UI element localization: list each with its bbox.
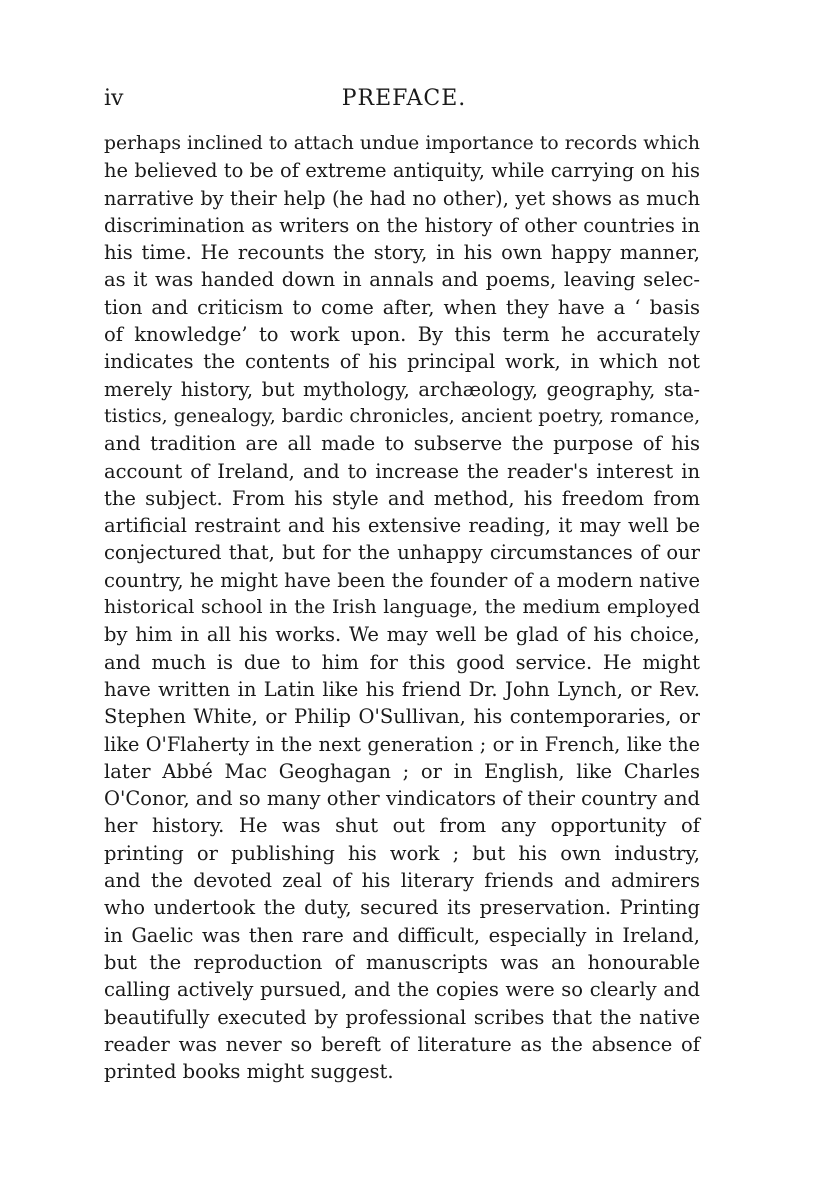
- text-line: tistics, genealogy, bardic chronicles, ancient poetry, romance,: [104, 404, 701, 427]
- text-line: country, he might have been the founder of a modern native: [104, 568, 700, 592]
- text-line: O'Conor, and so many other vindicators of their country and: [104, 787, 700, 811]
- running-head: [104, 84, 704, 114]
- text-line: Stephen White, or Philip O'Sullivan, his contemporaries, or: [104, 705, 700, 729]
- text-line: printed books might suggest.: [104, 1060, 394, 1084]
- text-line: like O'Flaherty in the next generation ; or in French, like the: [104, 732, 700, 756]
- text-line: the subject. From his style and method, his freedom from: [104, 486, 700, 510]
- text-line: account of Ireland, and to increase the reader's interest in: [104, 459, 700, 483]
- text-line: later Abbé Mac Geoghagan ; or in English, like Charles: [104, 759, 700, 783]
- text-line: and tradition are all made to subserve the purpose of his: [104, 432, 700, 456]
- text-line: printing or publishing his work ; but his own industry,: [104, 841, 700, 865]
- text-line: reader was never so bereft of literature as the absence of: [104, 1032, 700, 1056]
- text-line: and the devoted zeal of his literary friends and admirers: [104, 869, 700, 893]
- text-line: by him in all his works. We may well be glad of his choice,: [104, 623, 700, 647]
- text-line: calling actively pursued, and the copies were so clearly and: [104, 978, 700, 1002]
- text-line: beautifully executed by professional scribes that the native: [104, 1005, 700, 1029]
- running-title: PREFACE.: [341, 86, 467, 111]
- text-line: his time. He recounts the story, in his own happy manner,: [104, 241, 700, 265]
- text-line: but the reproduction of manuscripts was an honourable: [104, 950, 700, 974]
- text-line: artificial restraint and his extensive reading, it may well be: [104, 514, 700, 538]
- text-line: and much is due to him for this good service. He might: [104, 650, 700, 674]
- text-line: historical school in the Irish language, the medium employed: [104, 596, 700, 619]
- text-line: narrative by their help (he had no other), yet shows as much: [104, 186, 700, 210]
- text-line: merely history, but mythology, archæology, geography, sta-: [104, 377, 700, 401]
- text-line: as it was handed down in annals and poems, leaving selec-: [104, 268, 700, 292]
- body-paragraph: [104, 130, 700, 1085]
- text-line: conjectured that, but for the unhappy circumstances of our: [104, 541, 700, 565]
- text-line: have written in Latin like his friend Dr. John Lynch, or Rev.: [104, 677, 700, 701]
- text-line: indicates the contents of his principal work, in which not: [104, 350, 700, 374]
- text-line: in Gaelic was then rare and difficult, especially in Ireland,: [104, 923, 700, 947]
- text-line: perhaps inclined to attach undue importance to records which: [104, 133, 700, 154]
- text-line: who undertook the duty, secured its preservation. Printing: [104, 896, 700, 920]
- text-line: her history. He was shut out from any opportunity of: [104, 814, 700, 838]
- text-line: he believed to be of extreme antiquity, while carrying on his: [104, 159, 700, 183]
- text-line: discrimination as writers on the history of other countries in: [104, 213, 700, 237]
- text-line: of knowledge’ to work upon. By this term he accurately: [104, 323, 700, 347]
- text-line: tion and criticism to come after, when they have a ‘ basis: [104, 295, 700, 319]
- page-number: iv: [104, 86, 124, 111]
